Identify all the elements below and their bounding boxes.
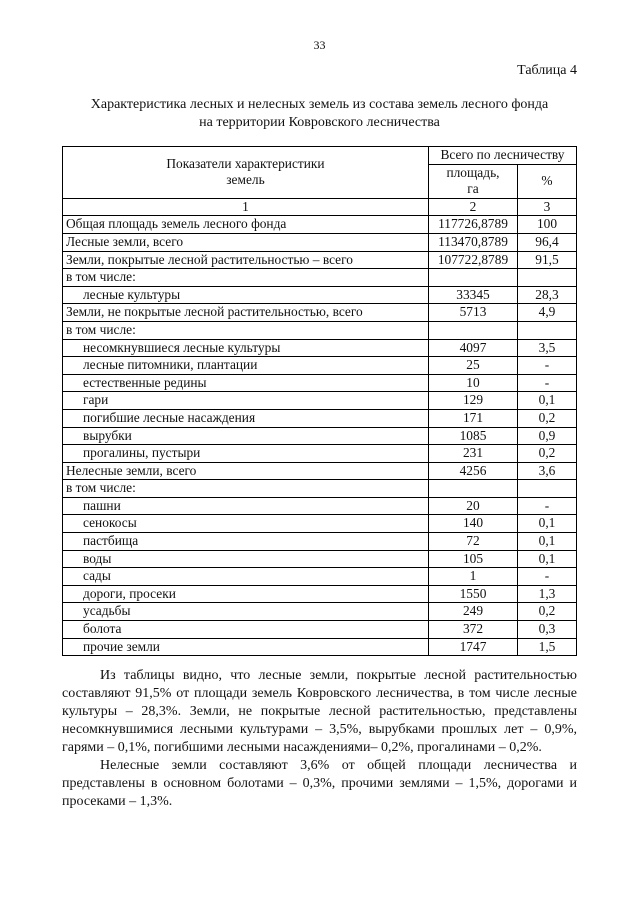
row-percent: - <box>518 357 577 375</box>
row-percent: 100 <box>518 216 577 234</box>
row-name: прочие земли <box>63 638 429 656</box>
row-name: пастбища <box>63 533 429 551</box>
table-row <box>63 585 577 603</box>
header-group: Всего по лесничеству <box>429 147 577 165</box>
row-name: дороги, просеки <box>63 585 429 603</box>
column-number: 1 <box>63 198 429 216</box>
row-name: в том числе: <box>63 480 429 498</box>
table-row <box>63 550 577 568</box>
row-area: 171 <box>429 409 518 427</box>
table-row <box>63 638 577 656</box>
table-row <box>63 339 577 357</box>
header-area: площадь, га <box>429 164 518 198</box>
table-row <box>63 568 577 586</box>
row-area: 72 <box>429 533 518 551</box>
table-caption <box>40 96 599 132</box>
table-row <box>63 621 577 639</box>
table-row <box>63 374 577 392</box>
row-name: естественные редины <box>63 374 429 392</box>
table-row <box>63 533 577 551</box>
table-row <box>63 321 577 339</box>
page-number: 33 <box>313 38 326 52</box>
row-percent: 0,2 <box>518 445 577 463</box>
row-name: Нелесные земли, всего <box>63 462 429 480</box>
column-number: 3 <box>518 198 577 216</box>
paragraph-1: Из таблицы видно, что лесные земли, покрытые лесной растительностью составляют 91,5% от площади земель Ковровского лесничества, в том числе лесные культуры – 28,3%. Земли, не покрытые лесной растительностью, представлены несомкнувшимися лесными культурами – 3,5%, вырубками прошлых лет – 0,9%, гарями – 0,1%, погибшими лесными насаждениями– 0,2%, прогалинами – 0,2%. <box>62 668 577 755</box>
table-row <box>63 480 577 498</box>
table-row <box>63 445 577 463</box>
row-percent <box>518 321 577 339</box>
caption-line-2: на территории Ковровского лесничества <box>199 115 440 130</box>
row-area <box>429 480 518 498</box>
row-area <box>429 321 518 339</box>
row-name: несомкнувшиеся лесные культуры <box>63 339 429 357</box>
row-percent: - <box>518 497 577 515</box>
row-percent: 0,1 <box>518 392 577 410</box>
row-area: 4256 <box>429 462 518 480</box>
table-row <box>63 515 577 533</box>
row-percent <box>518 480 577 498</box>
row-name: Лесные земли, всего <box>63 233 429 251</box>
row-name: гари <box>63 392 429 410</box>
row-percent: 0,1 <box>518 550 577 568</box>
row-percent: 0,2 <box>518 603 577 621</box>
row-name: лесные культуры <box>63 286 429 304</box>
body-text <box>62 667 577 811</box>
row-area: 1085 <box>429 427 518 445</box>
row-area: 113470,8789 <box>429 233 518 251</box>
row-percent: 1,5 <box>518 638 577 656</box>
table-row <box>63 251 577 269</box>
row-percent: 91,5 <box>518 251 577 269</box>
row-area: 10 <box>429 374 518 392</box>
paragraph-2: Нелесные земли составляют 3,6% от общей площади лесничества и представлены в основном болотами – 0,3%, прочими землями – 1,5%, дорогами и просеками – 1,3%. <box>62 758 577 809</box>
table-row <box>63 286 577 304</box>
row-area: 33345 <box>429 286 518 304</box>
row-name: лесные питомники, плантации <box>63 357 429 375</box>
row-percent: 3,6 <box>518 462 577 480</box>
table-row <box>63 497 577 515</box>
row-name: Общая площадь земель лесного фонда <box>63 216 429 234</box>
row-percent: 1,3 <box>518 585 577 603</box>
row-area <box>429 269 518 287</box>
header-indicator: Показатели характеристики земель <box>63 147 429 199</box>
row-name: усадьбы <box>63 603 429 621</box>
row-percent: 0,2 <box>518 409 577 427</box>
row-name: прогалины, пустыри <box>63 445 429 463</box>
row-name: погибшие лесные насаждения <box>63 409 429 427</box>
row-area: 107722,8789 <box>429 251 518 269</box>
row-area: 105 <box>429 550 518 568</box>
row-percent: - <box>518 374 577 392</box>
table-row <box>63 392 577 410</box>
column-number: 2 <box>429 198 518 216</box>
table-row <box>63 409 577 427</box>
row-percent: 0,1 <box>518 533 577 551</box>
row-area: 249 <box>429 603 518 621</box>
row-area: 1 <box>429 568 518 586</box>
table-row <box>63 216 577 234</box>
row-percent: 0,1 <box>518 515 577 533</box>
row-name: Земли, покрытые лесной растительностью – всего <box>63 251 429 269</box>
land-characteristics-table <box>62 146 577 656</box>
row-area: 25 <box>429 357 518 375</box>
row-percent <box>518 269 577 287</box>
row-area: 20 <box>429 497 518 515</box>
row-name: в том числе: <box>63 269 429 287</box>
row-name: вырубки <box>63 427 429 445</box>
row-percent: 96,4 <box>518 233 577 251</box>
row-area: 1747 <box>429 638 518 656</box>
row-area: 4097 <box>429 339 518 357</box>
row-name: воды <box>63 550 429 568</box>
table-row <box>63 233 577 251</box>
row-area: 140 <box>429 515 518 533</box>
table-label: Таблица 4 <box>517 63 577 78</box>
row-percent: 4,9 <box>518 304 577 322</box>
caption-line-1: Характеристика лесных и нелесных земель из состава земель лесного фонда <box>90 97 549 112</box>
row-area: 117726,8789 <box>429 216 518 234</box>
table-row <box>63 304 577 322</box>
row-name: сенокосы <box>63 515 429 533</box>
table-row <box>63 462 577 480</box>
row-name: Земли, не покрытые лесной растительностью, всего <box>63 304 429 322</box>
table-row <box>63 357 577 375</box>
row-percent: 3,5 <box>518 339 577 357</box>
row-area: 1550 <box>429 585 518 603</box>
table-row <box>63 269 577 287</box>
row-percent: 0,3 <box>518 621 577 639</box>
table-row <box>63 427 577 445</box>
row-percent: 0,9 <box>518 427 577 445</box>
row-name: сады <box>63 568 429 586</box>
row-name: болота <box>63 621 429 639</box>
row-area: 372 <box>429 621 518 639</box>
row-area: 231 <box>429 445 518 463</box>
row-percent: - <box>518 568 577 586</box>
row-percent: 28,3 <box>518 286 577 304</box>
row-name: в том числе: <box>63 321 429 339</box>
row-name: пашни <box>63 497 429 515</box>
header-percent: % <box>518 164 577 198</box>
table-row <box>63 603 577 621</box>
row-area: 129 <box>429 392 518 410</box>
row-area: 5713 <box>429 304 518 322</box>
column-number-row <box>63 198 577 216</box>
